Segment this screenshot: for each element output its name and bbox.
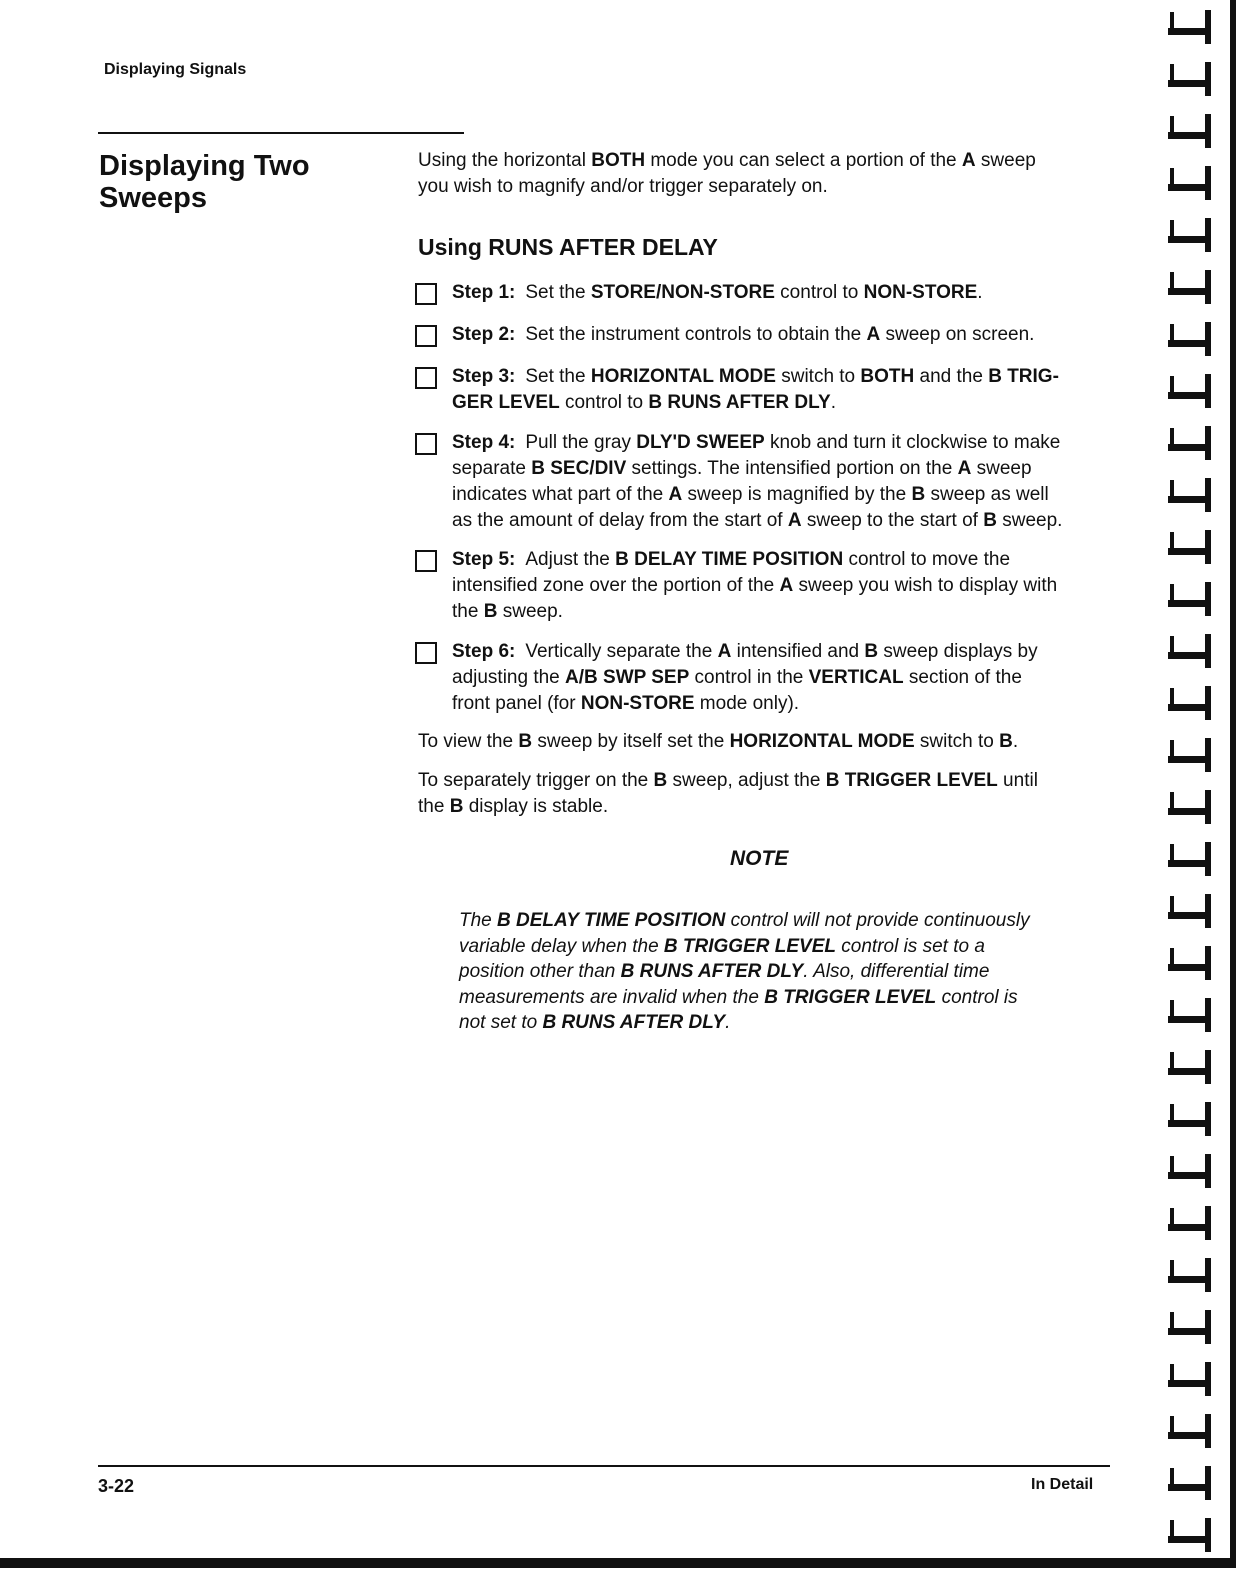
edge-mark	[1170, 324, 1174, 344]
edge-mark	[1205, 1518, 1211, 1552]
section-rule	[98, 132, 464, 134]
edge-mark	[1170, 1312, 1174, 1332]
step-3-number: Step 3:	[452, 366, 516, 387]
edge-mark	[1170, 168, 1174, 188]
edge-mark	[1170, 428, 1174, 448]
edge-mark	[1170, 688, 1174, 708]
edge-mark	[1205, 790, 1211, 824]
edge-mark	[1170, 1364, 1174, 1384]
edge-mark	[1205, 1414, 1211, 1448]
edge-mark	[1170, 1052, 1174, 1072]
step-5-number: Step 5:	[452, 549, 516, 570]
step-6-text: Vertically separate the A intensified and B sweep displays by adjusting the A/B SWP SEP control in the VERTICAL section of the front panel (for NON-STORE mode only).	[452, 641, 1038, 714]
running-head: Displaying Signals	[104, 61, 247, 78]
edge-mark	[1205, 374, 1211, 408]
step-2-number: Step 2:	[452, 324, 516, 345]
step-5	[415, 547, 1105, 625]
checkbox-1[interactable]	[415, 283, 437, 305]
trigger-paragraph: To separately trigger on the B sweep, adjust the B TRIGGER LEVEL until the B display is stable.	[418, 770, 1038, 817]
edge-mark	[1170, 1156, 1174, 1176]
checkbox-3[interactable]	[415, 367, 437, 389]
edge-mark	[1205, 946, 1211, 980]
edge-mark	[1205, 686, 1211, 720]
step-3	[415, 364, 1105, 416]
step-2-text: Set the instrument controls to obtain the A sweep on screen.	[525, 324, 1035, 345]
edge-mark	[1205, 894, 1211, 928]
edge-mark	[1170, 636, 1174, 656]
step-4-number: Step 4:	[452, 432, 516, 453]
step-6-number: Step 6:	[452, 641, 516, 662]
edge-mark	[1205, 322, 1211, 356]
step-1	[415, 280, 1105, 306]
edge-mark	[1170, 220, 1174, 240]
edge-mark	[1205, 62, 1211, 96]
edge-mark	[1170, 376, 1174, 396]
edge-mark	[1170, 116, 1174, 136]
edge-mark	[1170, 896, 1174, 916]
step-1-text: Set the STORE/NON-STORE control to NON-STORE.	[525, 282, 983, 303]
edge-mark	[1205, 582, 1211, 616]
step-3-text: Set the HORIZONTAL MODE switch to BOTH and the B TRIG- GER LEVEL control to B RUNS AFTER DLY.	[452, 366, 1059, 413]
footer-section: In Detail	[1031, 1476, 1094, 1493]
edge-mark	[1205, 1466, 1211, 1500]
edge-mark	[1170, 1520, 1174, 1540]
edge-mark	[1170, 1104, 1174, 1124]
note-heading: NOTE	[730, 847, 789, 870]
edge-mark	[1205, 1102, 1211, 1136]
edge-mark	[1205, 998, 1211, 1032]
subhead: Using RUNS AFTER DELAY	[418, 234, 718, 260]
edge-mark	[1170, 272, 1174, 292]
edge-mark	[1170, 792, 1174, 812]
edge-mark	[1205, 1258, 1211, 1292]
edge-mark	[1205, 426, 1211, 460]
page-bottom-bar	[0, 1558, 1236, 1568]
edge-mark	[1205, 842, 1211, 876]
edge-mark	[1170, 740, 1174, 760]
step-1-number: Step 1:	[452, 282, 516, 303]
checkbox-2[interactable]	[415, 325, 437, 347]
edge-mark	[1205, 1050, 1211, 1084]
edge-mark	[1170, 12, 1174, 32]
section-title: Displaying Two Sweeps	[99, 150, 310, 214]
edge-mark	[1170, 584, 1174, 604]
checkbox-6[interactable]	[415, 642, 437, 664]
step-4-text: Pull the gray DLY'D SWEEP knob and turn it clockwise to make separate B SEC/DIV settings. The intensified portion on the A sweep indicates what part of the A sweep is magnified by the B sweep as well as the amount of delay from the start of A sweep to the start of B sweep.	[452, 432, 1063, 531]
edge-mark	[1205, 1206, 1211, 1240]
edge-mark	[1170, 948, 1174, 968]
step-5-text: Adjust the B DELAY TIME POSITION control to move the intensified zone over the portion of the A sweep you wish to display with the B sweep.	[452, 549, 1058, 622]
edge-mark	[1170, 64, 1174, 84]
step-2	[415, 322, 1105, 348]
edge-mark	[1205, 166, 1211, 200]
note-body: The B DELAY TIME POSITION control will not provide continuously variable delay when the B TRIGGER LEVEL control is set to a position other than B RUNS AFTER DLY. Also, differential time measurements are invalid when the B TRIGGER LEVEL control is not set to B RUNS AFTER DLY.	[459, 910, 1030, 1033]
edge-mark	[1170, 1208, 1174, 1228]
checkbox-5[interactable]	[415, 550, 437, 572]
edge-mark	[1205, 738, 1211, 772]
step-4	[415, 430, 1105, 534]
thumb-index-edge	[1150, 0, 1236, 1560]
edge-mark	[1205, 1362, 1211, 1396]
edge-mark	[1170, 480, 1174, 500]
checkbox-4[interactable]	[415, 433, 437, 455]
edge-mark	[1205, 1154, 1211, 1188]
intro-paragraph: Using the horizontal BOTH mode you can select a portion of the A sweep you wish to magnify and/or trigger separately on.	[418, 150, 1036, 197]
edge-mark	[1205, 478, 1211, 512]
edge-mark	[1170, 1416, 1174, 1436]
edge-mark	[1205, 10, 1211, 44]
edge-mark	[1170, 1000, 1174, 1020]
view-paragraph: To view the B sweep by itself set the HORIZONTAL MODE switch to B.	[418, 731, 1019, 752]
edge-mark	[1170, 844, 1174, 864]
step-6	[415, 639, 1105, 717]
edge-mark	[1205, 114, 1211, 148]
edge-mark	[1205, 530, 1211, 564]
edge-mark	[1205, 218, 1211, 252]
edge-mark	[1170, 1468, 1174, 1488]
footer-rule	[98, 1465, 1110, 1467]
edge-mark	[1170, 1260, 1174, 1280]
edge-mark	[1205, 1310, 1211, 1344]
edge-mark	[1205, 634, 1211, 668]
page-number: 3-22	[98, 1476, 135, 1496]
edge-mark	[1205, 270, 1211, 304]
edge-mark	[1170, 532, 1174, 552]
